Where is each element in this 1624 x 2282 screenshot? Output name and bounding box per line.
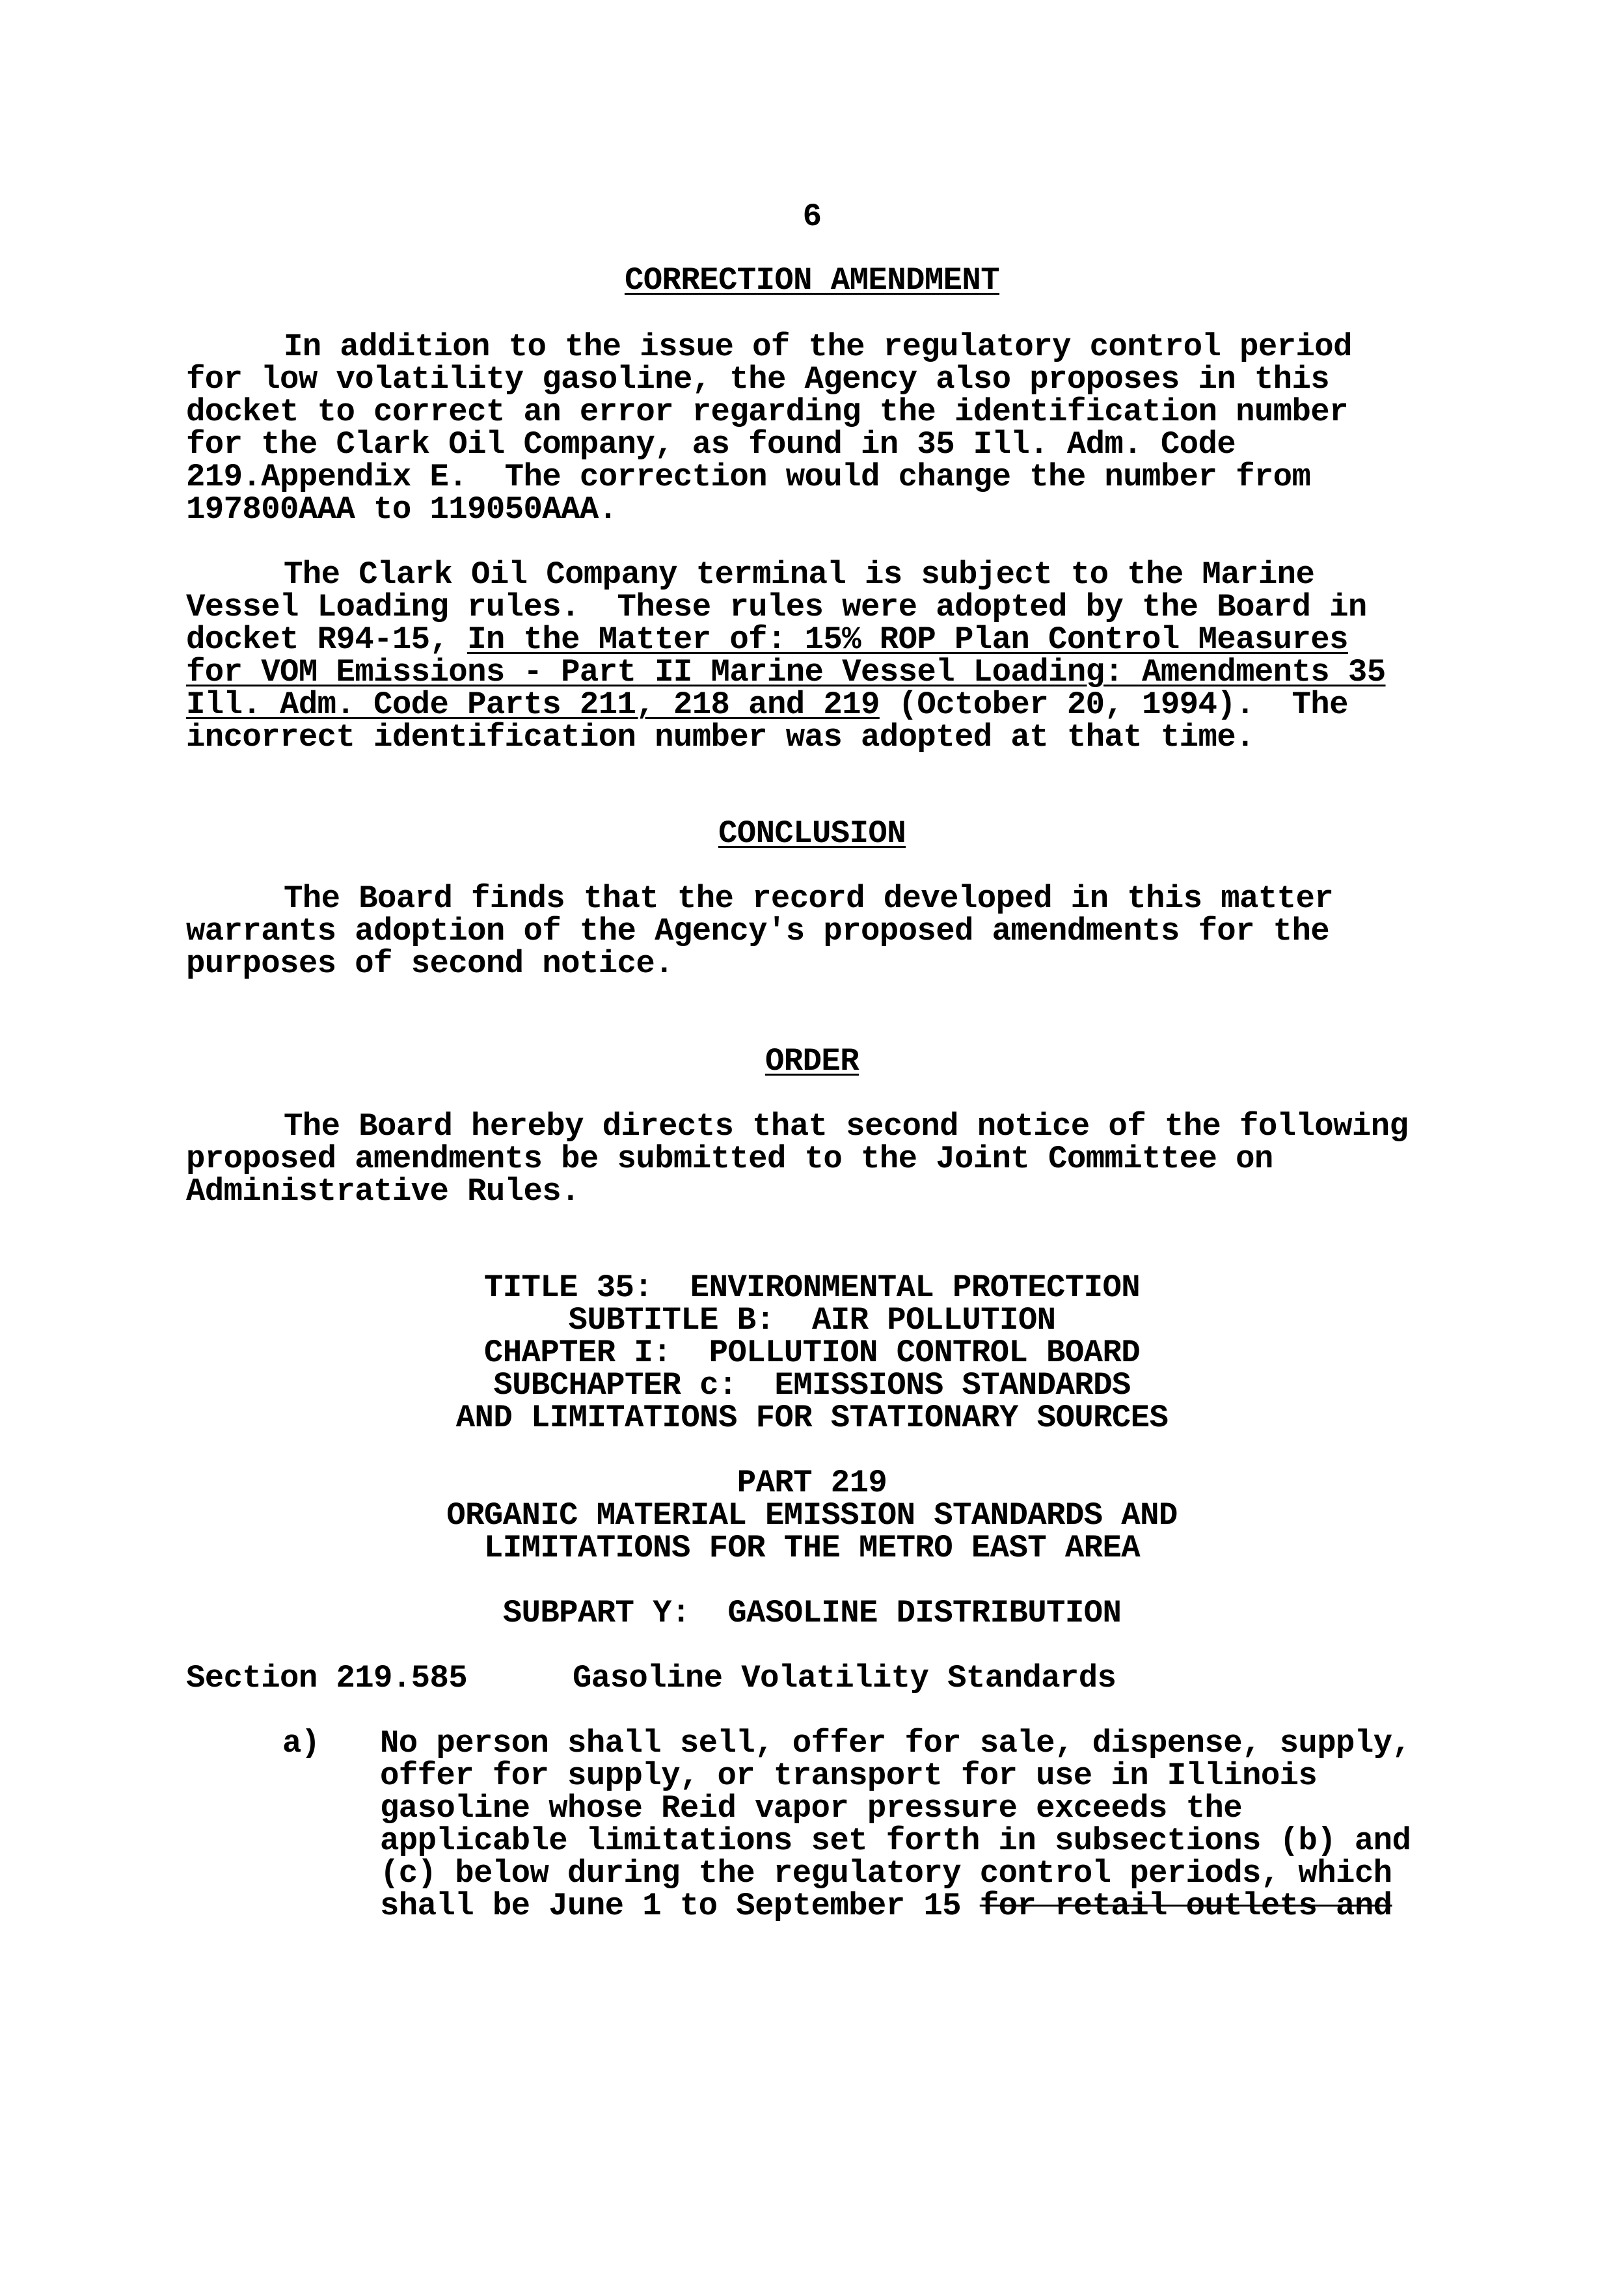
order-line: The Board hereby directs that second notice of the following bbox=[284, 1108, 1409, 1145]
correction-para2-line: Vessel Loading rules. These rules were adopted by the Board in bbox=[186, 589, 1367, 625]
correction-para1-line: for low volatility gasoline, the Agency also proposes in this bbox=[186, 361, 1330, 398]
item-line bbox=[380, 1890, 1392, 1922]
item-line: No person shall sell, offer for sale, dispense, supply, bbox=[380, 1725, 1411, 1761]
correction-para2-line: The Clark Oil Company terminal is subject to the Marine bbox=[284, 556, 1315, 593]
rule-title: TITLE 35: ENVIRONMENTAL PROTECTION bbox=[483, 1270, 1141, 1306]
case-citation: Ill. Adm. Code Parts 211, 218 and 219 bbox=[186, 686, 880, 723]
docket-text: docket R94-15, bbox=[186, 621, 468, 658]
conclusion-line: purposes of second notice. bbox=[186, 945, 673, 982]
conclusion-line: warrants adoption of the Agency's proposed amendments for the bbox=[186, 913, 1330, 949]
item-text: shall be June 1 to September 15 bbox=[380, 1888, 980, 1924]
section-number: Section 219.585 bbox=[186, 1660, 468, 1696]
item-label: a) bbox=[282, 1725, 320, 1761]
conclusion-heading-text: CONCLUSION bbox=[718, 815, 906, 852]
case-citation: In the Matter of: 15% ROP Plan Control Measures bbox=[467, 621, 1348, 658]
item-line: applicable limitations set forth in subsections (b) and bbox=[380, 1823, 1411, 1859]
rule-part: PART 219 bbox=[737, 1465, 887, 1501]
item-line: gasoline whose Reid vapor pressure exceeds the bbox=[380, 1790, 1243, 1827]
order-heading bbox=[0, 1045, 1624, 1078]
rule-subtitle: SUBTITLE B: AIR POLLUTION bbox=[568, 1302, 1056, 1338]
rule-part-title: ORGANIC MATERIAL EMISSION STANDARDS AND bbox=[446, 1497, 1178, 1534]
correction-para1-line: 219.Appendix E. The correction would change the number from bbox=[186, 459, 1311, 495]
correction-heading-text: CORRECTION AMENDMENT bbox=[624, 262, 1000, 299]
rule-subpart: SUBPART Y: GASOLINE DISTRIBUTION bbox=[502, 1595, 1122, 1631]
order-line: Administrative Rules. bbox=[186, 1173, 580, 1210]
rule-part-title: LIMITATIONS FOR THE METRO EAST AREA bbox=[483, 1530, 1141, 1566]
section-title: Gasoline Volatility Standards bbox=[573, 1660, 1116, 1696]
correction-para1-line: docket to correct an error regarding the identification number bbox=[186, 394, 1348, 430]
correction-para2-line: incorrect identification number was adopted at that time. bbox=[186, 719, 1254, 755]
order-line: proposed amendments be submitted to the Joint Committee on bbox=[186, 1141, 1273, 1177]
page-number: 6 bbox=[802, 198, 822, 235]
correction-para1-line: for the Clark Oil Company, as found in 35 Ill. Adm. Code bbox=[186, 426, 1236, 463]
item-line: (c) below during the regulatory control periods, which bbox=[380, 1855, 1392, 1892]
correction-heading bbox=[0, 264, 1624, 297]
correction-para2-line bbox=[186, 623, 1348, 656]
struck-text: for retail outlets and bbox=[979, 1888, 1392, 1924]
correction-para1-line: In addition to the issue of the regulatory control period bbox=[284, 329, 1352, 365]
correction-para2-line bbox=[186, 688, 1348, 721]
rule-chapter: CHAPTER I: POLLUTION CONTROL BOARD bbox=[483, 1335, 1141, 1371]
case-citation: for VOM Emissions - Part II Marine Vessel Loading: Amendments 35 bbox=[186, 654, 1386, 690]
item-line: offer for supply, or transport for use in Illinois bbox=[380, 1758, 1318, 1794]
conclusion-heading bbox=[0, 817, 1624, 850]
rule-subchapter-cont: AND LIMITATIONS FOR STATIONARY SOURCES bbox=[455, 1400, 1169, 1436]
order-heading-text: ORDER bbox=[765, 1043, 859, 1080]
citation-date: (October 20, 1994). The bbox=[879, 686, 1348, 723]
rule-subchapter: SUBCHAPTER c: EMISSIONS STANDARDS bbox=[493, 1367, 1131, 1404]
correction-para2-line bbox=[186, 656, 1386, 688]
conclusion-line: The Board finds that the record developed in this matter bbox=[284, 880, 1334, 917]
correction-para1-line: 197800AAA to 119050AAA. bbox=[186, 491, 617, 528]
